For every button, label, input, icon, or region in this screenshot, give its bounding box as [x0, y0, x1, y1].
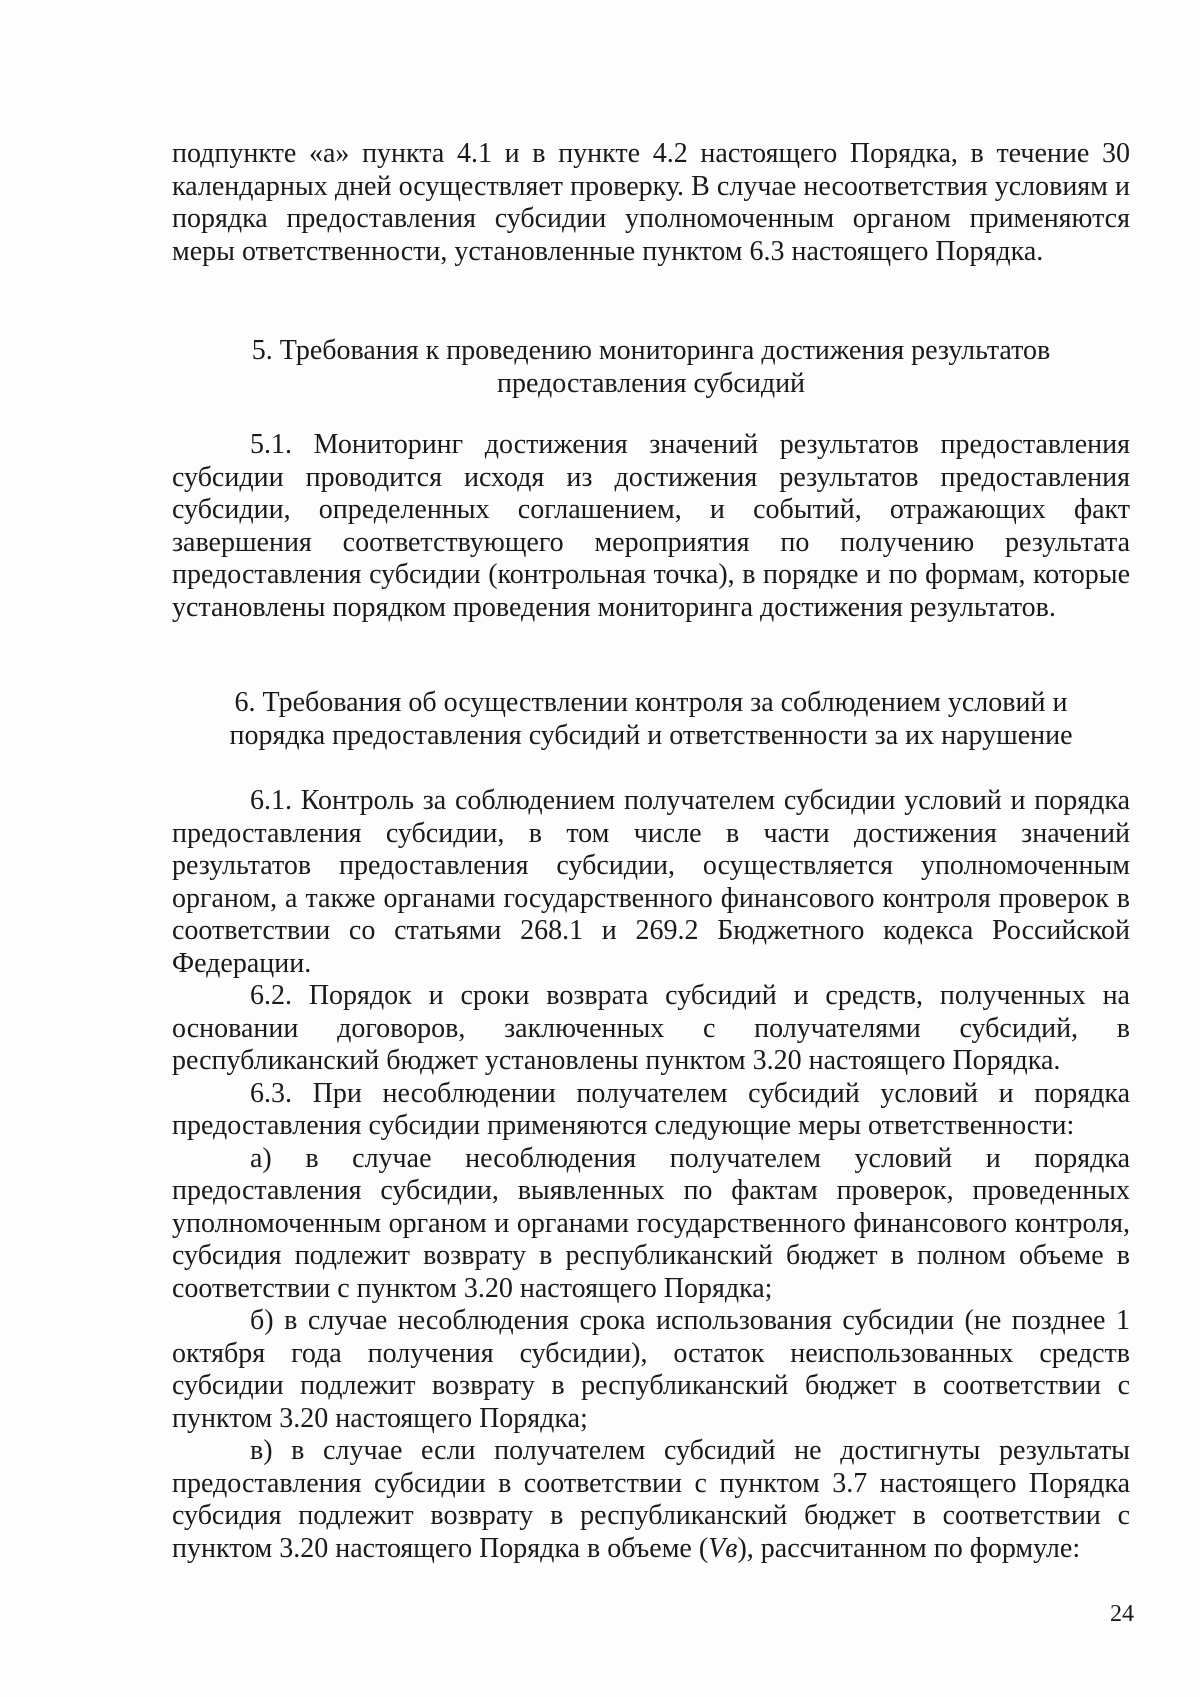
paragraph-6-3-a: а) в случае несоблюдения получателем условий и порядка предоставления субсидии, выявленных по фактам проверок, проведенных уполномоченным органом и органами государственного финансового контроля, субсидия подлежит возврату в республиканский бюджет в полном объеме в соответствии с пунктом 3.20 настоящего Порядка; — [172, 1142, 1130, 1304]
section-6-heading-line-2: порядка предоставления субсидий и ответственности за их нарушение — [229, 720, 1073, 751]
paragraph-6-1: 6.1. Контроль за соблюдением получателем субсидии условий и порядка предоставления субсидии, в том числе в части достижения значений результатов предоставления субсидии, осуществляется уполномоченным органом, а также органами государственного финансового контроля проверок в соответствии со статьями 268.1 и 269.2 Бюджетного кодекса Российской Федерации. — [172, 785, 1130, 979]
page-number: 24 — [1110, 1601, 1134, 1627]
section-5-heading-line-2: предоставления субсидий — [496, 368, 806, 399]
paragraph-6-2: 6.2. Порядок и сроки возврата субсидий и средств, полученных на основании договоров, заключенных с получателями субсидий, в республиканский бюджет установлены пунктом 3.20 настоящего Порядка. — [172, 980, 1130, 1076]
formula-variable-v: Vв — [708, 1532, 738, 1564]
paragraph-6-3-v-text-before: в) в случае если получателем субсидий не достигнуты результаты предоставления субсидии в соответствии с пунктом 3.7 настоящего Порядка субсидия подлежит возврату в республиканский бюджет в соответствии с пунктом 3.20 настоящего Порядка в объеме ( — [172, 1435, 1130, 1564]
section-5-heading-line-1: 5. Требования к проведению мониторинга достижения результатов — [251, 335, 1051, 366]
paragraph-6-3-v — [172, 1435, 1130, 1565]
paragraph-5-1: 5.1. Мониторинг достижения значений результатов предоставления субсидии проводится исходя из достижения результатов предоставления субсидии, определенных соглашением, и событий, отражающих факт завершения соответствующего мероприятия по получению результата предоставления субсидии (контрольная точка), в порядке и по формам, которые установлены порядком проведения мониторинга достижения результатов. — [172, 429, 1130, 623]
section-6-heading — [172, 686, 1130, 752]
section-6-heading-line-1: 6. Требования об осуществлении контроля за соблюдением условий и — [234, 687, 1068, 718]
paragraph-6-3: 6.3. При несоблюдении получателем субсидий условий и порядка предоставления субсидии применяются следующие меры ответственности: — [172, 1077, 1130, 1141]
paragraph-6-3-b: б) в случае несоблюдения срока использования субсидии (не позднее 1 октября года получения субсидии), остаток неиспользованных средств субсидии подлежит возврату в республиканский бюджет в соответствии с пунктом 3.20 настоящего Порядка; — [172, 1305, 1130, 1434]
section-6-body — [172, 785, 1130, 1565]
paragraph-6-3-v-text-after: ), рассчитанном по формуле: — [737, 1532, 1081, 1564]
intro-paragraph: подпункте «а» пункта 4.1 и в пункте 4.2 настоящего Порядка, в течение 30 календарных дней осуществляет проверку. В случае несоответствия условиям и порядка предоставления субсидии уполномоченным органом применяются меры ответственности, установленные пунктом 6.3 настоящего Порядка. — [172, 138, 1130, 267]
section-5-body — [172, 429, 1130, 624]
section-5-heading — [172, 334, 1130, 400]
intro-paragraph-block — [172, 138, 1130, 268]
